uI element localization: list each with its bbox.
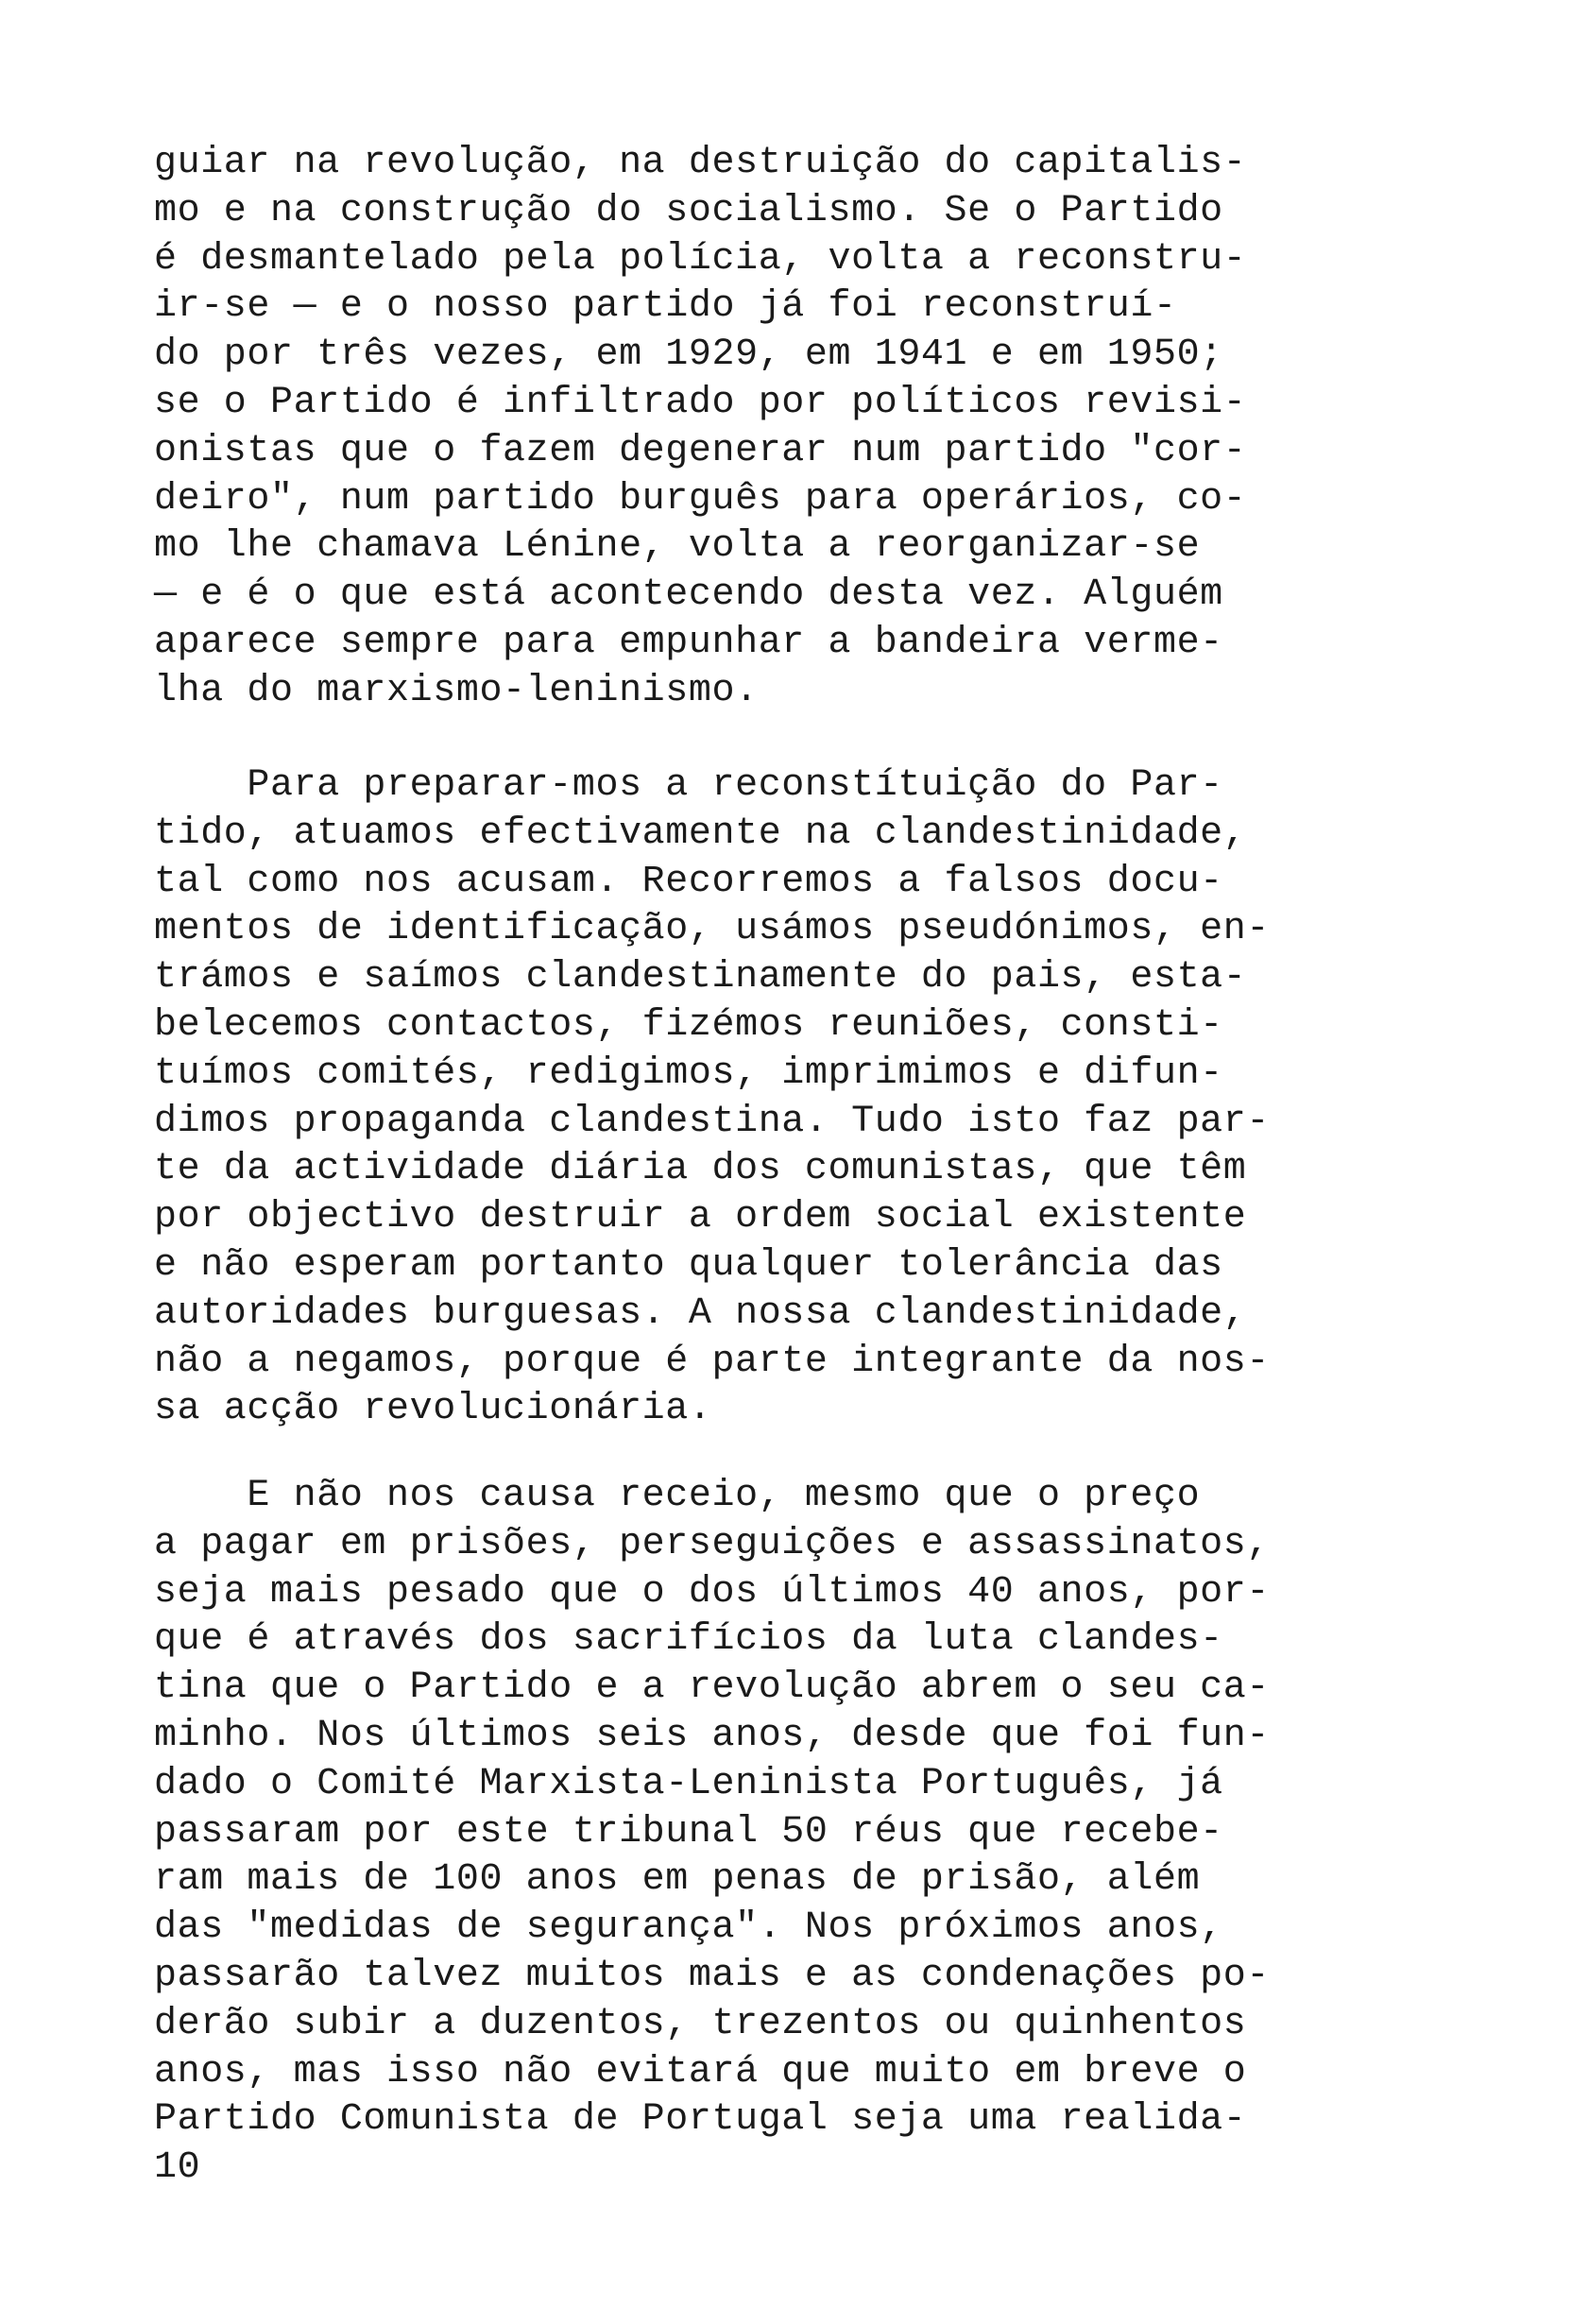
text-line: e não esperam portanto qualquer tolerância das (154, 1243, 1223, 1287)
text-line: E não nos causa receio, mesmo que o preço (154, 1475, 1201, 1517)
text-line: seja mais pesado que o dos últimos 40 anos, por- (154, 1570, 1270, 1614)
paragraph-1 (154, 140, 1495, 716)
text-line: é desmantelado pela polícia, volta a reconstru- (154, 237, 1247, 281)
text-line: Partido Comunista de Portugal seja uma realida- (154, 2098, 1247, 2142)
text-line: do por três vezes, em 1929, em 1941 e em 1950; (154, 333, 1223, 377)
text-line: te da actividade diária dos comunistas, que têm (154, 1148, 1247, 1191)
text-line: belecemos contactos, fizémos reuniões, consti- (154, 1003, 1223, 1047)
text-line: aparece sempre para empunhar a bandeira verme- (154, 621, 1223, 664)
text-line: a pagar em prisões, perseguições e assassinatos, (154, 1522, 1270, 1565)
text-line: tido, atuamos efectivamente na clandestinidade, (154, 812, 1247, 855)
text-line: mo e na construção do socialismo. Se o Partido (154, 189, 1223, 232)
text-line: dimos propaganda clandestina. Tudo isto faz par- (154, 1100, 1270, 1143)
text-line: dado o Comité Marxista-Leninista Português, já (154, 1762, 1223, 1805)
text-line: ram mais de 100 anos em penas de prisão, além (154, 1858, 1201, 1902)
text-line: anos, mas isso não evitará que muito em breve o (154, 2050, 1247, 2093)
text-line: ir-se — e o nosso partido já foi reconstruí- (154, 285, 1177, 329)
text-line: guiar na revolução, na destruição do capitalis- (154, 142, 1247, 184)
text-line: passarão talvez muitos mais e as condenações po- (154, 1954, 1270, 1997)
text-line: onistas que o fazem degenerar num partido "cor- (154, 429, 1247, 472)
text-line: trámos e saímos clandestinamente do pais, esta- (154, 956, 1247, 1000)
text-line: tal como nos acusam. Recorremos a falsos docu- (154, 860, 1223, 903)
text-line: passaram por este tribunal 50 réus que recebe- (154, 1810, 1223, 1854)
text-line: Para preparar-mos a reconstítuição do Par- (154, 764, 1223, 807)
text-line: não a negamos, porque é parte integrante da nos- (154, 1340, 1270, 1383)
text-line: minho. Nos últimos seis anos, desde que foi fun- (154, 1714, 1270, 1757)
text-line: por objectivo destruir a ordem social existente (154, 1196, 1247, 1239)
text-line: tuímos comités, redigimos, imprimimos e difun- (154, 1051, 1223, 1095)
text-line: deiro", num partido burguês para operários, co- (154, 477, 1247, 521)
text-line: tina que o Partido e a revolução abrem o seu ca- (154, 1666, 1270, 1710)
text-line: lha do marxismo-leninismo. (154, 669, 759, 712)
text-line: 10 (154, 2146, 201, 2190)
text-line: sa acção revolucionária. (154, 1388, 712, 1431)
paragraph-3 (154, 1473, 1495, 2193)
text-line: mo lhe chamava Lénine, volta a reorganizar-se (154, 525, 1201, 569)
text-line: que é através dos sacrifícios da luta clandes- (154, 1618, 1223, 1662)
text-line: mentos de identificação, usámos pseudónimos, en- (154, 908, 1270, 951)
text-line: se o Partido é infiltrado por políticos revisi- (154, 381, 1247, 424)
text-line: das "medidas de segurança". Nos próximos anos, (154, 1906, 1223, 1950)
paragraph-2 (154, 762, 1495, 1434)
text-line: autoridades burguesas. A nossa clandestinidade, (154, 1291, 1247, 1335)
text-line: derão subir a duzentos, trezentos ou quinhentos (154, 2002, 1247, 2045)
text-line: — e é o que está acontecendo desta vez. Alguém (154, 573, 1223, 617)
